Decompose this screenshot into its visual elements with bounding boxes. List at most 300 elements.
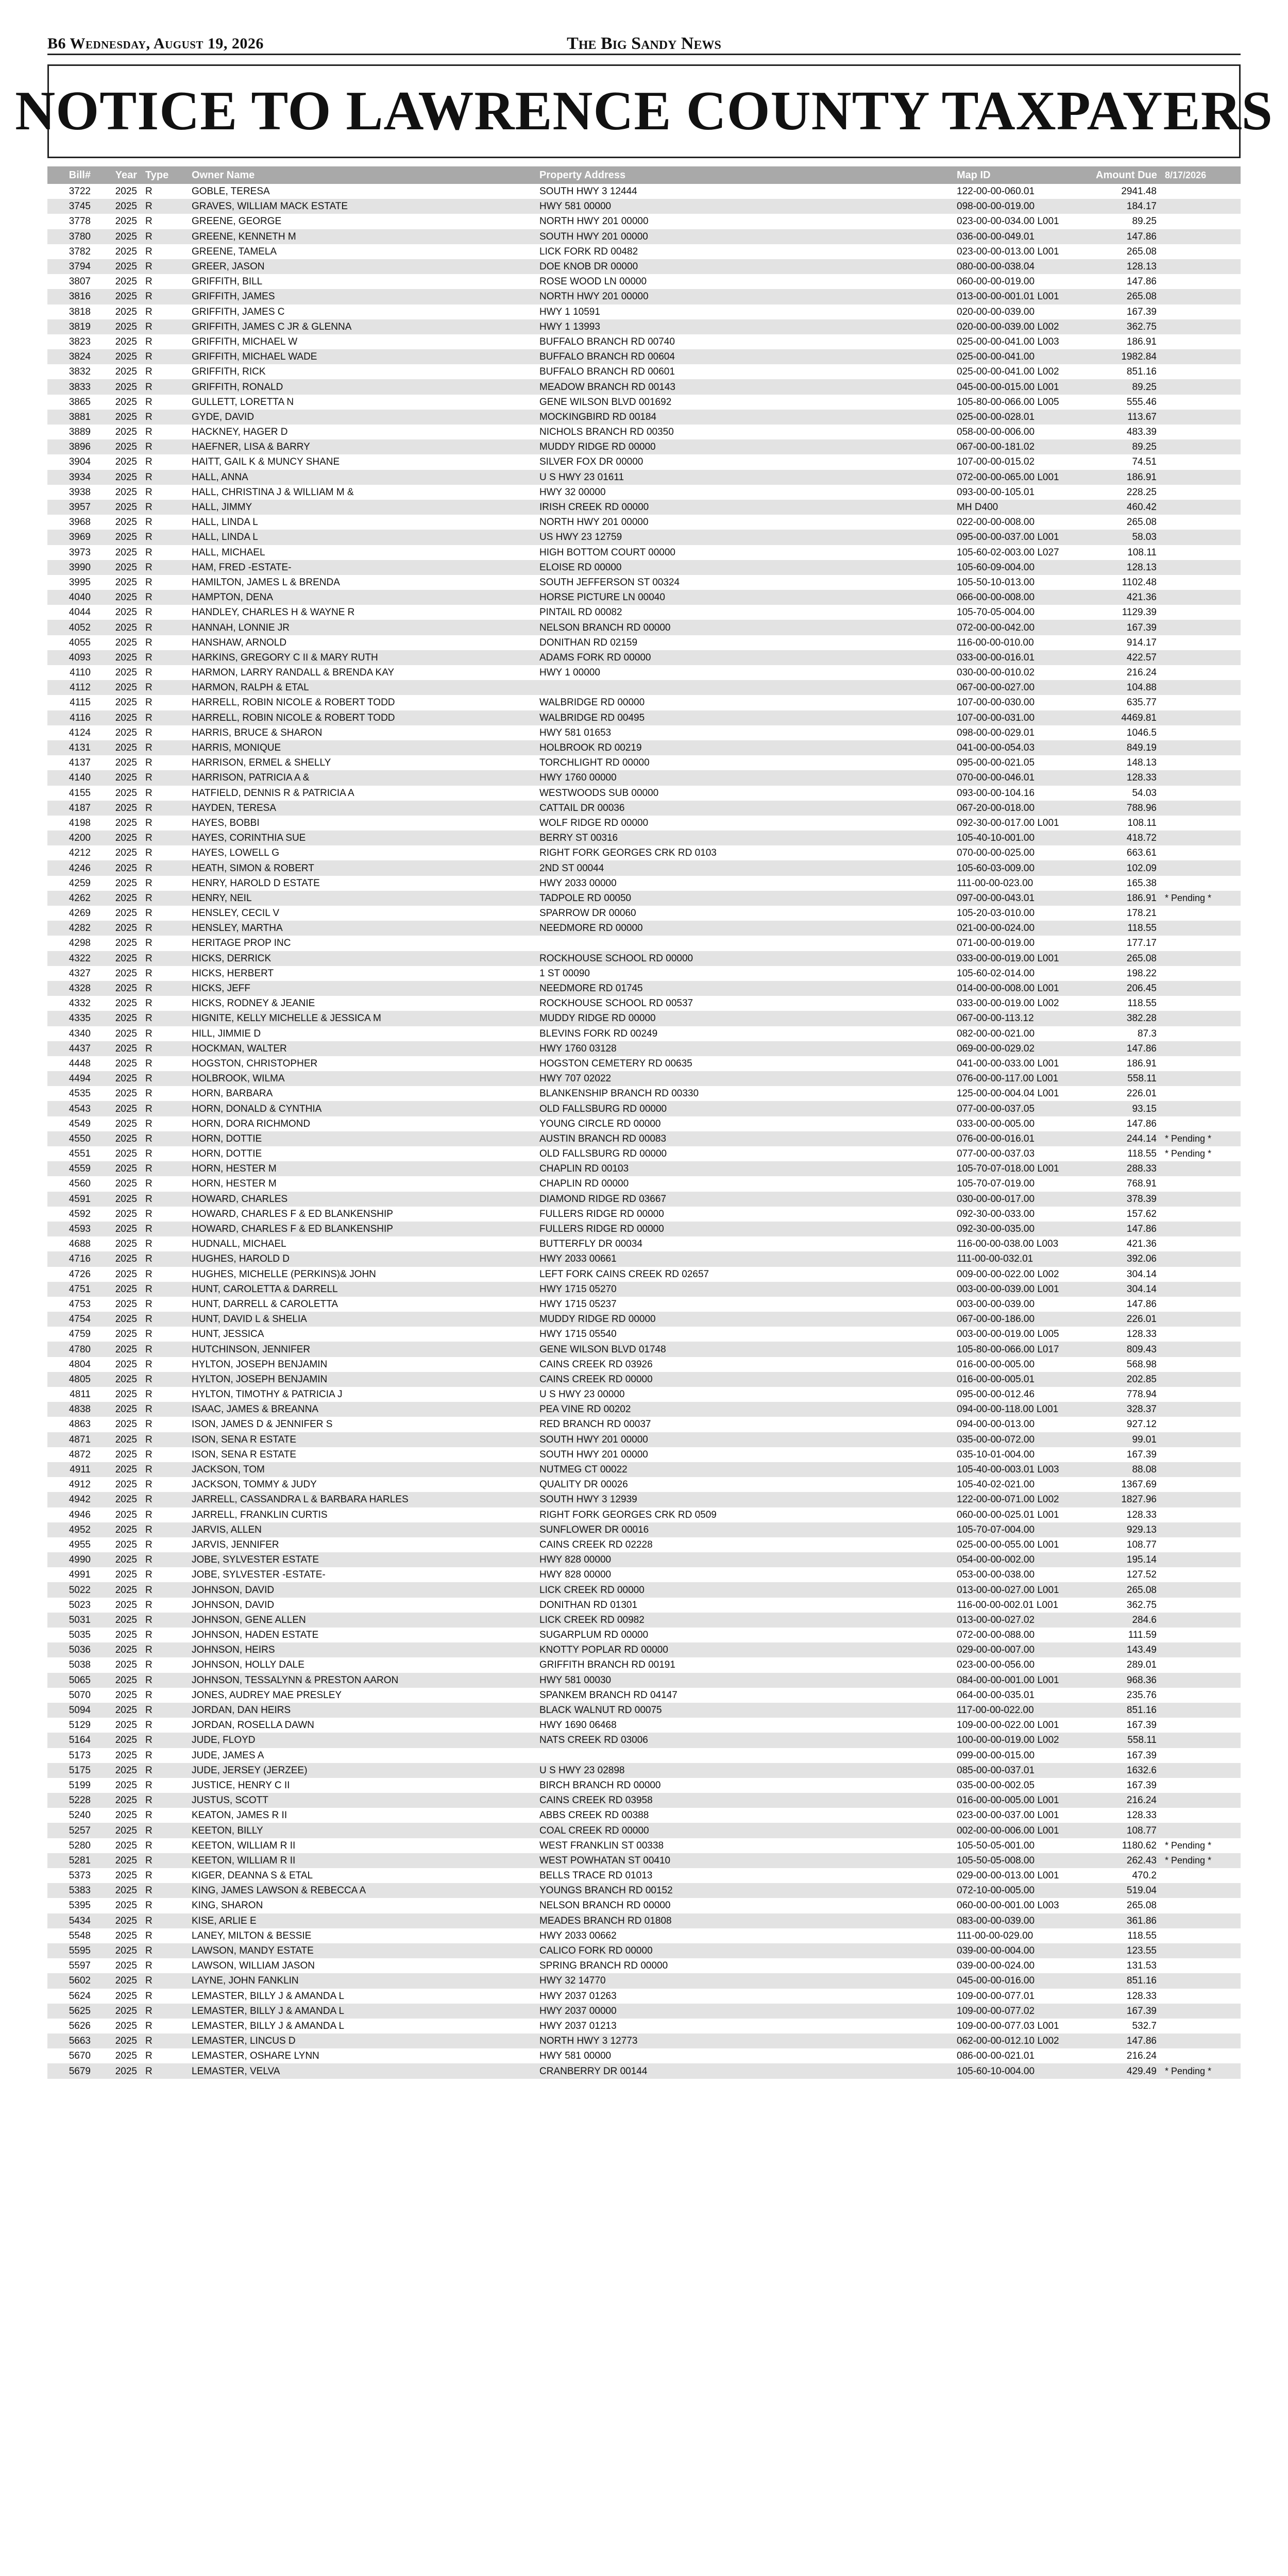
cell-map-id: 105-70-07-018.00 L001 <box>953 1161 1092 1176</box>
cell-bill: 4952 <box>47 1522 95 1537</box>
cell-bill: 4269 <box>69 908 91 919</box>
cell-type: R <box>141 560 188 575</box>
cell-type: R <box>141 891 188 906</box>
cell-amount: 89.25 <box>1092 439 1161 454</box>
cell-address: HORSE PICTURE LN 00040 <box>535 590 953 605</box>
cell-flag <box>1161 2019 1241 2033</box>
cell-year: 2025 <box>115 697 137 708</box>
cell-address: WEST FRANKLIN ST 00338 <box>539 1840 664 1851</box>
cell-amount: 244.14 <box>1092 1131 1161 1146</box>
cell-address: BELLS TRACE RD 01013 <box>539 1870 653 1882</box>
cell-type: R <box>141 831 188 845</box>
cell-bill: 3722 <box>69 186 91 197</box>
cell-bill: 5173 <box>69 1750 91 1761</box>
cell-map-id: 109-00-00-077.02 <box>953 2004 1092 2019</box>
cell-amount: 167.39 <box>1092 2004 1161 2019</box>
cell-type: R <box>145 366 152 378</box>
cell-address: CHAPLIN RD 00000 <box>539 1178 629 1190</box>
table-row <box>47 485 1241 500</box>
cell-amount: 262.43 <box>1092 1853 1161 1868</box>
cell-flag <box>1161 1522 1241 1537</box>
cell-owner: GRIFFITH, JAMES C <box>192 306 285 317</box>
cell-owner: LEMASTER, LINCUS D <box>188 2033 535 2048</box>
cell-amount: 429.49 <box>1092 2063 1161 2078</box>
cell-flag <box>1161 1432 1241 1447</box>
cell-year: 2025 <box>115 246 137 257</box>
cell-amount: 147.86 <box>1126 1118 1157 1129</box>
cell-bill: 4187 <box>47 801 95 816</box>
cell-bill: 3990 <box>47 560 95 575</box>
cell-owner: KING, SHARON <box>192 1900 263 1911</box>
cell-flag: * Pending * <box>1161 891 1241 906</box>
cell-bill: 5199 <box>69 1780 91 1791</box>
cell-amount: 362.75 <box>1126 1599 1157 1611</box>
cell-amount: 1046.5 <box>1126 727 1157 738</box>
cell-map-id: 067-00-00-181.02 <box>953 439 1092 454</box>
cell-amount: 111.59 <box>1128 1630 1157 1641</box>
cell-flag <box>1161 1598 1241 1613</box>
column-header-owner: Owner Name <box>188 166 535 184</box>
cell-type: R <box>141 439 188 454</box>
cell-type: R <box>141 1342 188 1357</box>
cell-owner: HARMON, RALPH & ETAL <box>188 680 535 695</box>
cell-year: 2025 <box>95 1402 141 1417</box>
cell-year: 2025 <box>115 216 137 227</box>
cell-amount: 186.91 <box>1126 336 1157 347</box>
cell-flag <box>1161 1628 1241 1642</box>
table-row <box>47 921 1241 936</box>
cell-amount: 87.3 <box>1138 1028 1157 1039</box>
cell-owner: HORN, DOTTIE <box>188 1131 535 1146</box>
cell-map-id: 082-00-00-021.00 <box>957 1028 1035 1039</box>
cell-type: R <box>141 710 188 725</box>
cell-address: U S HWY 23 00000 <box>539 1389 625 1400</box>
cell-year: 2025 <box>115 1479 137 1490</box>
cell-address: PINTAIL RD 00082 <box>539 607 622 618</box>
cell-type: R <box>145 1569 152 1581</box>
cell-map-id: 097-00-00-043.01 <box>953 891 1092 906</box>
cell-flag <box>1161 1357 1241 1372</box>
table-row <box>47 1763 1241 1778</box>
cell-map-id: 023-00-00-034.00 L001 <box>957 216 1059 227</box>
cell-flag <box>1161 1989 1241 2004</box>
table-row <box>47 1853 1241 1868</box>
cell-amount: 265.08 <box>1126 517 1157 528</box>
cell-flag <box>1161 1342 1241 1357</box>
cell-year: 2025 <box>115 1148 137 1160</box>
cell-flag <box>1161 1236 1241 1251</box>
cell-type: R <box>141 770 188 785</box>
cell-flag <box>1161 1086 1241 1101</box>
cell-type: R <box>141 1372 188 1387</box>
cell-bill: 3995 <box>69 577 91 588</box>
table-row <box>47 530 1241 545</box>
cell-owner: HOLBROOK, WILMA <box>188 1071 535 1086</box>
cell-bill: 4804 <box>69 1359 91 1370</box>
cell-flag <box>1161 1688 1241 1703</box>
cell-amount: 131.53 <box>1126 1960 1157 1972</box>
cell-bill: 4040 <box>47 590 95 605</box>
cell-map-id: 122-00-00-060.01 <box>957 186 1035 197</box>
cell-map-id: 084-00-00-001.00 L001 <box>953 1673 1092 1688</box>
cell-owner: HORN, HESTER M <box>192 1178 277 1190</box>
cell-bill: 3889 <box>69 427 91 438</box>
cell-type: R <box>141 1462 188 1477</box>
cell-year: 2025 <box>95 379 141 394</box>
cell-type: R <box>145 1810 152 1821</box>
column-header-amount: Amount Due <box>1092 166 1161 184</box>
cell-flag <box>1161 1477 1241 1492</box>
cell-owner: HANSHAW, ARNOLD <box>192 637 287 648</box>
cell-year: 2025 <box>115 787 137 799</box>
cell-address: BLANKENSHIP BRANCH RD 00330 <box>539 1088 699 1099</box>
cell-year: 2025 <box>95 860 141 875</box>
table-row <box>47 259 1241 274</box>
cell-bill: 5373 <box>69 1870 91 1882</box>
table-row <box>47 695 1241 710</box>
cell-map-id: 045-00-00-016.00 <box>953 1973 1092 1988</box>
cell-flag <box>1161 1402 1241 1417</box>
cell-owner: HORN, DORA RICHMOND <box>192 1118 311 1129</box>
cell-owner: HARRISON, ERMEL & SHELLY <box>192 757 331 769</box>
cell-year: 2025 <box>95 981 141 996</box>
cell-map-id: 094-00-00-118.00 L001 <box>953 1402 1092 1417</box>
cell-owner: HOCKMAN, WALTER <box>188 1041 535 1056</box>
cell-address: HWY 1 13993 <box>535 319 953 334</box>
cell-address: HWY 2033 00662 <box>539 1930 617 1941</box>
cell-amount: 265.08 <box>1092 1582 1161 1597</box>
cell-type: R <box>145 727 152 738</box>
table-row <box>47 1101 1241 1116</box>
cell-map-id: 109-00-00-022.00 L001 <box>957 1720 1059 1731</box>
cell-type: R <box>145 667 152 679</box>
cell-map-id: 025-00-00-041.00 <box>953 349 1092 364</box>
cell-address: HWY 1690 06468 <box>539 1720 617 1731</box>
cell-address: ROCKHOUSE SCHOOL RD 00537 <box>539 998 693 1009</box>
cell-owner: GRIFFITH, BILL <box>192 276 263 287</box>
cell-owner: JARVIS, ALLEN <box>188 1522 535 1537</box>
cell-map-id: 105-80-00-066.00 L017 <box>953 1342 1092 1357</box>
table-row <box>47 1973 1241 1988</box>
cell-flag: * Pending * <box>1161 2063 1241 2078</box>
cell-address: NORTH HWY 201 00000 <box>539 517 649 528</box>
column-header-bill: Bill# <box>47 166 95 184</box>
cell-type: R <box>141 1432 188 1447</box>
cell-bill: 5625 <box>47 2004 95 2019</box>
cell-year: 2025 <box>95 470 141 485</box>
cell-address: 1 ST 00090 <box>539 968 590 979</box>
cell-map-id: 033-00-00-016.01 <box>953 650 1092 665</box>
cell-owner: JUSTUS, SCOTT <box>188 1793 535 1808</box>
cell-owner: HOWARD, CHARLES F & ED BLANKENSHIP <box>192 1208 393 1219</box>
cell-year: 2025 <box>95 1432 141 1447</box>
cell-flag <box>1161 1703 1241 1718</box>
cell-year: 2025 <box>95 289 141 304</box>
cell-address: RIGHT FORK GEORGES CRK RD 0509 <box>539 1509 717 1520</box>
cell-map-id: 093-00-00-104.16 <box>957 787 1035 799</box>
cell-year: 2025 <box>115 1930 137 1941</box>
cell-address: COAL CREEK RD 00000 <box>535 1823 953 1838</box>
cell-address: SOUTH HWY 3 12939 <box>535 1492 953 1507</box>
cell-owner: JOHNSON, GENE ALLEN <box>188 1613 535 1628</box>
table-row <box>47 1297 1241 1312</box>
table-row <box>47 1026 1241 1041</box>
cell-address: MUDDY RIDGE RD 00000 <box>535 1011 953 1026</box>
cell-bill: 5175 <box>47 1763 95 1778</box>
cell-flag <box>1161 1507 1241 1522</box>
cell-type: R <box>141 500 188 515</box>
cell-owner: HAITT, GAIL K & MUNCY SHANE <box>192 456 340 468</box>
cell-amount: 809.43 <box>1092 1342 1161 1357</box>
cell-flag <box>1161 1026 1241 1041</box>
cell-owner: JARVIS, JENNIFER <box>192 1539 279 1550</box>
cell-year: 2025 <box>115 2020 137 2031</box>
cell-bill: 4716 <box>47 1251 95 1266</box>
cell-year: 2025 <box>115 667 137 679</box>
cell-address: GENE WILSON BLVD 001692 <box>539 396 672 408</box>
table-row <box>47 560 1241 575</box>
cell-address: SOUTH HWY 3 12444 <box>539 186 637 197</box>
cell-owner: HYLTON, TIMOTHY & PATRICIA J <box>192 1389 343 1400</box>
cell-year: 2025 <box>95 801 141 816</box>
cell-map-id: 105-60-03-009.00 <box>953 860 1092 875</box>
cell-map-id: 092-30-00-033.00 <box>957 1208 1035 1219</box>
cell-bill: 4115 <box>70 697 91 708</box>
table-row <box>47 470 1241 485</box>
cell-address: NORTH HWY 201 00000 <box>535 289 953 304</box>
cell-type: R <box>141 1071 188 1086</box>
cell-map-id: 105-60-02-014.00 <box>957 968 1035 979</box>
cell-owner: JOHNSON, HEIRS <box>188 1642 535 1657</box>
column-header-address: Property Address <box>535 166 953 184</box>
cell-amount: 99.01 <box>1092 1432 1161 1447</box>
cell-bill: 4805 <box>47 1372 95 1387</box>
cell-flag <box>1161 966 1241 981</box>
cell-amount: 1827.96 <box>1092 1492 1161 1507</box>
cell-owner: HUGHES, MICHELLE (PERKINS)& JOHN <box>192 1268 376 1280</box>
cell-map-id: 100-00-00-019.00 L002 <box>953 1733 1092 1748</box>
cell-address: GRIFFITH BRANCH RD 00191 <box>539 1659 675 1671</box>
table-row <box>47 1537 1241 1552</box>
cell-year: 2025 <box>115 1870 137 1882</box>
cell-owner: HICKS, RODNEY & JEANIE <box>192 998 315 1009</box>
cell-owner: HORN, HESTER M <box>188 1161 535 1176</box>
cell-amount: 289.01 <box>1126 1659 1157 1671</box>
cell-amount: 147.86 <box>1092 1041 1161 1056</box>
cell-address: CAINS CREEK RD 03958 <box>535 1793 953 1808</box>
cell-flag <box>1161 590 1241 605</box>
cell-map-id: 035-00-00-072.00 <box>953 1432 1092 1447</box>
cell-map-id: 116-00-00-010.00 <box>957 637 1034 648</box>
cell-address: SOUTH JEFFERSON ST 00324 <box>539 577 680 588</box>
cell-bill: 4759 <box>69 1329 91 1340</box>
cell-year: 2025 <box>95 770 141 785</box>
cell-flag <box>1161 1327 1241 1342</box>
cell-type: R <box>145 637 152 648</box>
column-header-type: Type <box>141 166 188 184</box>
cell-bill: 4124 <box>69 727 91 738</box>
cell-address: CAINS CREEK RD 00000 <box>535 1372 953 1387</box>
cell-flag <box>1161 1673 1241 1688</box>
cell-amount: 128.33 <box>1126 1509 1157 1520</box>
cell-address: FULLERS RIDGE RD 00000 <box>539 1208 664 1219</box>
cell-address: NORTH HWY 201 00000 <box>539 216 649 227</box>
cell-map-id: MH D400 <box>953 500 1092 515</box>
cell-address: HWY 32 00000 <box>539 486 606 498</box>
cell-type: R <box>141 1673 188 1688</box>
cell-map-id: 013-00-00-027.02 <box>953 1613 1092 1628</box>
cell-flag <box>1161 981 1241 996</box>
cell-bill: 4332 <box>69 998 91 1009</box>
cell-amount: 470.2 <box>1132 1870 1157 1882</box>
cell-address: DOE KNOB DR 00000 <box>535 259 953 274</box>
cell-type: R <box>145 1359 152 1370</box>
cell-map-id: 039-00-00-004.00 <box>953 1943 1092 1958</box>
cell-type: R <box>145 1389 152 1400</box>
cell-type: R <box>141 921 188 936</box>
cell-year: 2025 <box>95 1552 141 1567</box>
cell-map-id: 030-00-00-010.02 <box>957 667 1035 679</box>
cell-amount: 167.39 <box>1126 1780 1157 1791</box>
cell-owner: GREENE, GEORGE <box>192 216 282 227</box>
cell-bill: 4811 <box>70 1389 91 1400</box>
taxpayer-table <box>47 166 1241 2079</box>
cell-flag <box>1161 274 1241 289</box>
cell-flag <box>1161 951 1241 966</box>
table-row <box>47 1582 1241 1597</box>
cell-amount: 118.55 <box>1127 998 1157 1009</box>
cell-map-id: 107-00-00-031.00 <box>953 710 1092 725</box>
cell-owner: JOHNSON, HOLLY DALE <box>192 1659 304 1671</box>
table-row <box>47 770 1241 785</box>
cell-flag <box>1161 605 1241 620</box>
cell-owner: HALL, MICHAEL <box>192 547 265 558</box>
cell-bill: 3833 <box>47 379 95 394</box>
cell-owner: JUDE, JERSEY (JERZEE) <box>188 1763 535 1778</box>
cell-flag <box>1161 1387 1241 1402</box>
cell-amount: 382.28 <box>1092 1011 1161 1026</box>
cell-type: R <box>141 650 188 665</box>
cell-owner: HARRIS, BRUCE & SHARON <box>192 727 323 738</box>
cell-owner: JOBE, SYLVESTER -ESTATE- <box>192 1569 326 1581</box>
cell-bill: 4052 <box>47 620 95 635</box>
cell-bill: 3807 <box>69 276 91 287</box>
cell-bill: 4838 <box>47 1402 95 1417</box>
cell-type: R <box>141 1582 188 1597</box>
cell-type: R <box>145 1960 152 1972</box>
cell-type: R <box>141 1913 188 1928</box>
cell-map-id: 105-70-05-004.00 <box>957 607 1035 618</box>
cell-map-id: 060-00-00-001.00 L003 <box>957 1900 1059 1911</box>
cell-amount: 788.96 <box>1092 801 1161 816</box>
cell-bill: 4535 <box>69 1088 91 1099</box>
cell-flag <box>1161 560 1241 575</box>
cell-type: R <box>141 1312 188 1327</box>
cell-map-id: 020-00-00-039.00 L002 <box>953 319 1092 334</box>
cell-map-id: 111-00-00-032.01 <box>953 1251 1092 1266</box>
cell-bill: 4340 <box>69 1028 91 1039</box>
cell-address: MUDDY RIDGE RD 00000 <box>535 1312 953 1327</box>
cell-flag: * Pending * <box>1165 1148 1212 1159</box>
cell-map-id: 072-00-00-042.00 <box>953 620 1092 635</box>
cell-flag <box>1161 1733 1241 1748</box>
cell-type: R <box>145 1419 152 1430</box>
cell-amount: 118.55 <box>1092 921 1161 936</box>
table-row <box>47 936 1241 951</box>
cell-type: R <box>145 1208 152 1219</box>
cell-type: R <box>141 981 188 996</box>
cell-amount: 198.22 <box>1126 968 1157 979</box>
table-row <box>47 1598 1241 1613</box>
table-row <box>47 1086 1241 1101</box>
cell-bill: 3896 <box>47 439 95 454</box>
cell-owner: GRIFFITH, JAMES <box>188 289 535 304</box>
cell-address: KNOTTY POPLAR RD 00000 <box>535 1642 953 1657</box>
cell-bill: 5035 <box>69 1630 91 1641</box>
cell-type: R <box>145 486 152 498</box>
cell-year: 2025 <box>95 319 141 334</box>
cell-bill: 4327 <box>69 968 91 979</box>
cell-owner: LEMASTER, BILLY J & AMANDA L <box>192 1990 345 2002</box>
cell-map-id: 105-80-00-066.00 L005 <box>957 396 1059 408</box>
cell-map-id: 016-00-00-005.01 <box>953 1372 1092 1387</box>
cell-bill: 5548 <box>69 1930 91 1941</box>
cell-map-id: 016-00-00-005.00 <box>957 1359 1035 1370</box>
cell-year: 2025 <box>95 590 141 605</box>
cell-map-id: 122-00-00-071.00 L002 <box>953 1492 1092 1507</box>
cell-year: 2025 <box>115 276 137 287</box>
cell-amount: 167.39 <box>1126 1449 1157 1460</box>
cell-year: 2025 <box>95 259 141 274</box>
cell-amount: 558.11 <box>1092 1071 1161 1086</box>
table-row <box>47 1989 1241 2004</box>
cell-type: R <box>145 246 152 257</box>
cell-type: R <box>141 1823 188 1838</box>
cell-amount: 568.98 <box>1126 1359 1157 1370</box>
cell-bill: 3778 <box>69 216 91 227</box>
cell-amount: 460.42 <box>1092 500 1161 515</box>
table-row <box>47 454 1241 469</box>
cell-year: 2025 <box>115 366 137 378</box>
cell-flag <box>1161 1943 1241 1958</box>
cell-map-id: 076-00-00-016.01 <box>953 1131 1092 1146</box>
cell-year: 2025 <box>115 848 137 859</box>
table-row <box>47 1688 1241 1703</box>
cell-year: 2025 <box>115 1780 137 1791</box>
cell-address: HWY 2037 00000 <box>535 2004 953 2019</box>
cell-address: HWY 2033 00661 <box>535 1251 953 1266</box>
cell-address: NELSON BRANCH RD 00000 <box>535 620 953 635</box>
cell-map-id: 125-00-00-004.04 L001 <box>957 1088 1059 1099</box>
table-row <box>47 274 1241 289</box>
cell-map-id: 085-00-00-037.01 <box>953 1763 1092 1778</box>
cell-owner: JACKSON, TOMMY & JUDY <box>192 1479 317 1490</box>
table-row <box>47 710 1241 725</box>
cell-year: 2025 <box>95 1251 141 1266</box>
table-row <box>47 1507 1241 1522</box>
cell-type: R <box>141 229 188 244</box>
cell-amount: 108.77 <box>1126 1539 1157 1550</box>
cell-type: R <box>141 470 188 485</box>
cell-owner: HOWARD, CHARLES <box>188 1192 535 1207</box>
cell-year: 2025 <box>115 1689 137 1701</box>
cell-type: R <box>141 410 188 425</box>
cell-type: R <box>145 1870 152 1882</box>
cell-owner: HANDLEY, CHARLES H & WAYNE R <box>192 607 355 618</box>
cell-type: R <box>145 697 152 708</box>
cell-map-id: 023-00-00-013.00 L001 <box>957 246 1059 257</box>
cell-address: TORCHLIGHT RD 00000 <box>539 757 650 769</box>
